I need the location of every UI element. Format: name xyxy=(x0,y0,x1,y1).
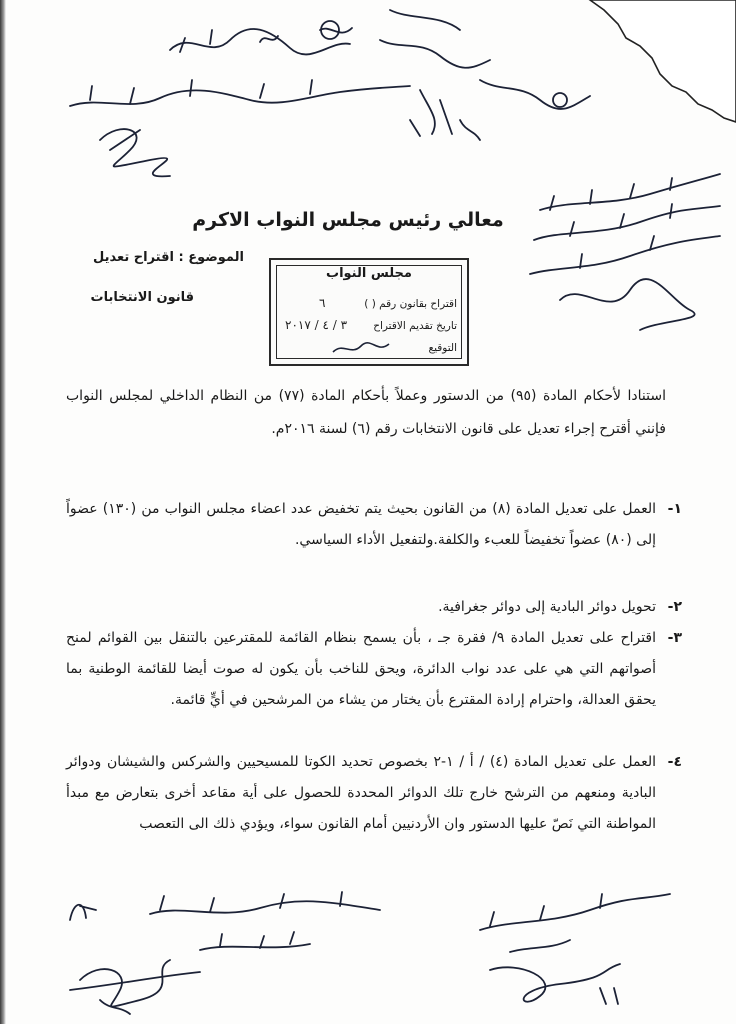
list-item-number: ١- xyxy=(667,501,682,517)
subject-detail: قانون الانتخابات xyxy=(90,290,194,305)
stamp-signature-icon xyxy=(331,340,391,358)
handwritten-note-top xyxy=(60,0,620,200)
stamp-date-label: تاريخ تقديم الاقتراح xyxy=(373,320,457,332)
page-title: معالي رئيس مجلس النواب الاكرم xyxy=(192,208,504,231)
handwritten-signatures-bottom xyxy=(40,880,680,1020)
list-item-number: ٣- xyxy=(667,630,682,646)
list-item-text: العمل على تعديل المادة (٤) / أ / ١-٢ بخصوص تحديد الكوتا للمسيحيين والشركس والشيشان ودوائر البادية ومنعهم من الترشح خارج تلك الدوائر المحددة للحصول على أية مقاعد أخرى بتعارض مع مبدأ المواطنة التي نَصّ عليها الدستور وان الأردنيين أمام القانون سواء، ويؤدي ذلك الى التعصب xyxy=(66,754,657,832)
stamp-signature-label: التوقيع xyxy=(428,342,457,354)
list-item-number: ٤- xyxy=(667,754,682,770)
list-item xyxy=(66,747,682,840)
stamp-date-value: ٣ / ٤ / ٢٠١٧ xyxy=(285,318,348,332)
list-item xyxy=(66,623,682,716)
stamp-bill-number-value: ٦ xyxy=(319,296,326,310)
registration-stamp xyxy=(269,258,469,366)
intro-paragraph: استنادا لأحكام المادة (٩٥) من الدستور وعملاً بأحكام المادة (٧٧) من النظام الداخلي لمجلس النواب فإنني أقترح إجراء تعديل على قانون الانتخابات رقم (٦) لسنة ٢٠١٦م. xyxy=(66,388,666,437)
stamp-heading: مجلس النواب xyxy=(326,266,412,281)
scan-edge xyxy=(0,0,6,1024)
list-item-text: تحويل دوائر البادية إلى دوائر جغرافية. xyxy=(438,599,656,615)
list-item-text: العمل على تعديل المادة (٨) من القانون بحيث يتم تخفيض عدد اعضاء مجلس النواب من (١٣٠) عضواً إلى (٨٠) عضواً تخفيضاً للعبء والكلفة.ولتفعيل الأداء السياسي. xyxy=(66,501,656,548)
stamp-bill-number-label: اقتراح بقانون رقم ( ) xyxy=(364,298,457,310)
list-item-text: اقتراح على تعديل المادة ٩/ فقرة جـ ، بأن يسمح بنظام القائمة للمقترعين بالتنقل بين القوائم لمنح أصواتهم التي هي على عدد نواب الدائرة، ويحق للناخب بأن يكون له صوت أيضا للقائمة الوطنية بما يحقق العدالة، واحترام إرادة المقترع بأن يختار من يشاء من المرشحين في أيٍّ قائمة. xyxy=(66,630,656,708)
handwritten-note-right xyxy=(520,170,736,340)
list-item xyxy=(66,592,682,623)
list-item xyxy=(66,494,682,556)
subject-label: الموضوع : اقتراح تعديل xyxy=(93,250,244,265)
list-item-number: ٢- xyxy=(667,599,682,615)
